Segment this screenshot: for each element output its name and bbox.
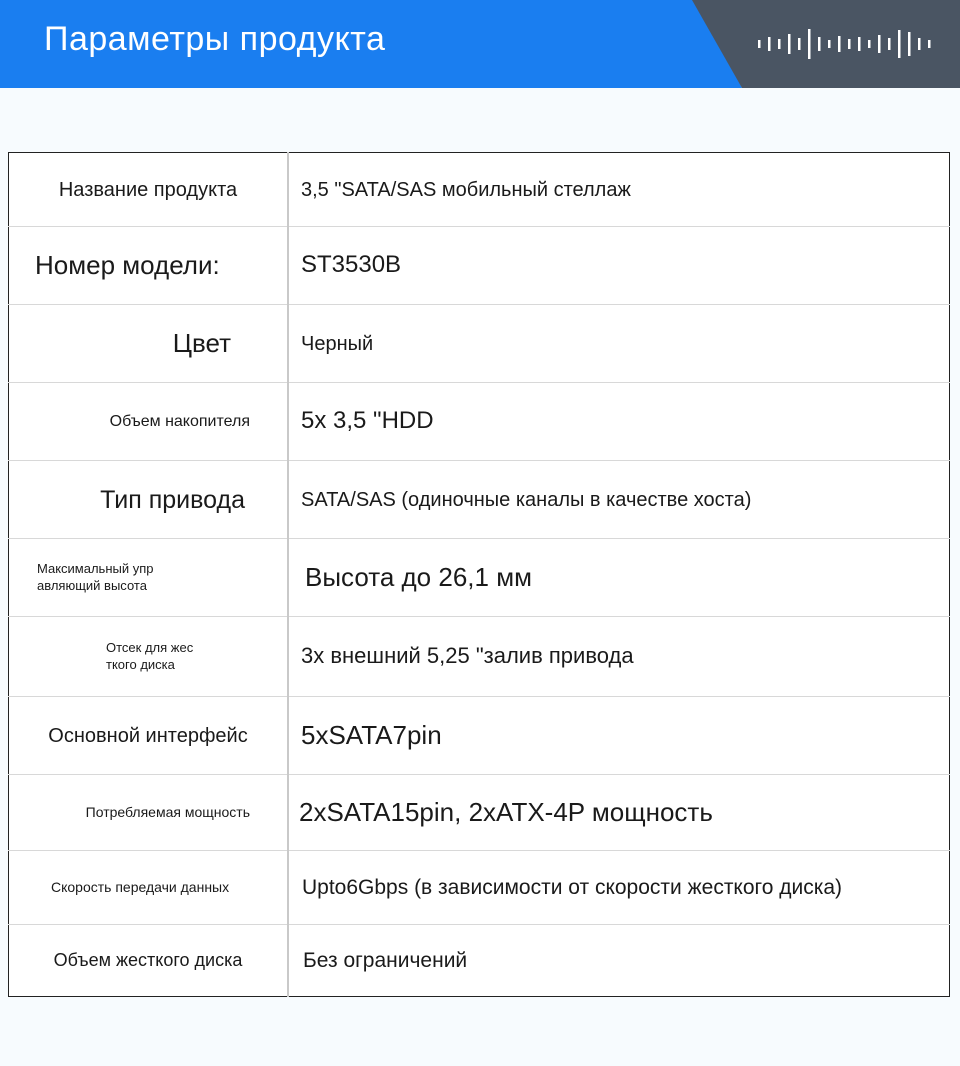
spec-label-cell <box>9 153 289 227</box>
spec-label-cell <box>9 925 289 997</box>
spec-value: 3,5 "SATA/SAS мобильный стеллаж <box>301 178 631 201</box>
header-banner <box>0 0 960 88</box>
spec-label-cell <box>9 775 289 851</box>
spec-label-cell <box>9 227 289 305</box>
spec-value-cell <box>288 697 950 775</box>
spec-value: ST3530B <box>301 251 402 279</box>
spec-value-cell <box>288 153 950 227</box>
table-row <box>9 305 950 383</box>
spec-label-cell <box>9 697 289 775</box>
table-row <box>9 461 950 539</box>
spec-label-line: Максимальный упр <box>37 561 154 577</box>
spec-label-line: ткого диска <box>106 656 175 672</box>
spec-value-cell <box>288 461 950 539</box>
spec-label: Цвет <box>172 327 231 358</box>
spec-label-cell <box>9 851 289 925</box>
table-row <box>9 851 950 925</box>
spec-label-cell <box>9 617 289 697</box>
spec-label-line: Отсек для жес <box>106 640 194 656</box>
spec-value-cell <box>288 617 950 697</box>
spec-value: SATA/SAS (одиночные каналы в качестве хоста) <box>301 488 752 511</box>
spec-value-cell <box>288 925 950 997</box>
spec-value: Высота до 26,1 мм <box>305 561 532 592</box>
table-row <box>9 775 950 851</box>
spec-value: 5xSATA7pin <box>301 719 442 750</box>
spec-label: Основной интерфейс <box>48 724 248 747</box>
spec-value: 2xSATA15pin, 2xATX-4P мощность <box>299 796 713 827</box>
spec-label: Тип привода <box>100 485 245 514</box>
spec-label: Название продукта <box>58 178 238 201</box>
table-row <box>9 153 950 227</box>
page-title: Параметры продукта <box>44 20 386 58</box>
spec-value-cell <box>288 227 950 305</box>
spec-value: Без ограничений <box>303 948 468 972</box>
spec-label-cell <box>9 461 289 539</box>
spec-label: Потребляемая мощность <box>85 804 250 821</box>
spec-value-cell <box>288 305 950 383</box>
spec-label: Объем жесткого диска <box>53 949 243 970</box>
table-row <box>9 383 950 461</box>
spec-value: Черный <box>301 332 374 355</box>
spec-label-cell <box>9 305 289 383</box>
spec-table <box>8 152 950 997</box>
spec-label: Объем накопителя <box>109 412 250 430</box>
spec-value-cell <box>288 851 950 925</box>
spec-label-cell <box>9 539 289 617</box>
table-row <box>9 925 950 997</box>
spec-value-cell <box>288 383 950 461</box>
table-row <box>9 539 950 617</box>
spec-label <box>9 640 287 673</box>
spec-label <box>9 561 287 594</box>
spec-value: Upto6Gbps (в зависимости от скорости жесткого диска) <box>302 875 843 899</box>
soundwave-icon <box>756 26 936 62</box>
spec-value: 3x внешний 5,25 "залив привода <box>301 643 634 669</box>
spec-value-cell <box>288 539 950 617</box>
spec-label-line: авляющий высота <box>37 577 147 593</box>
spec-label: Скорость передачи данных <box>51 879 230 896</box>
spec-value: 5x 3,5 "HDD <box>301 407 434 435</box>
table-row <box>9 617 950 697</box>
spec-label-cell <box>9 383 289 461</box>
table-row <box>9 697 950 775</box>
table-row <box>9 227 950 305</box>
spec-label: Номер модели: <box>35 249 220 280</box>
spec-value-cell <box>288 775 950 851</box>
